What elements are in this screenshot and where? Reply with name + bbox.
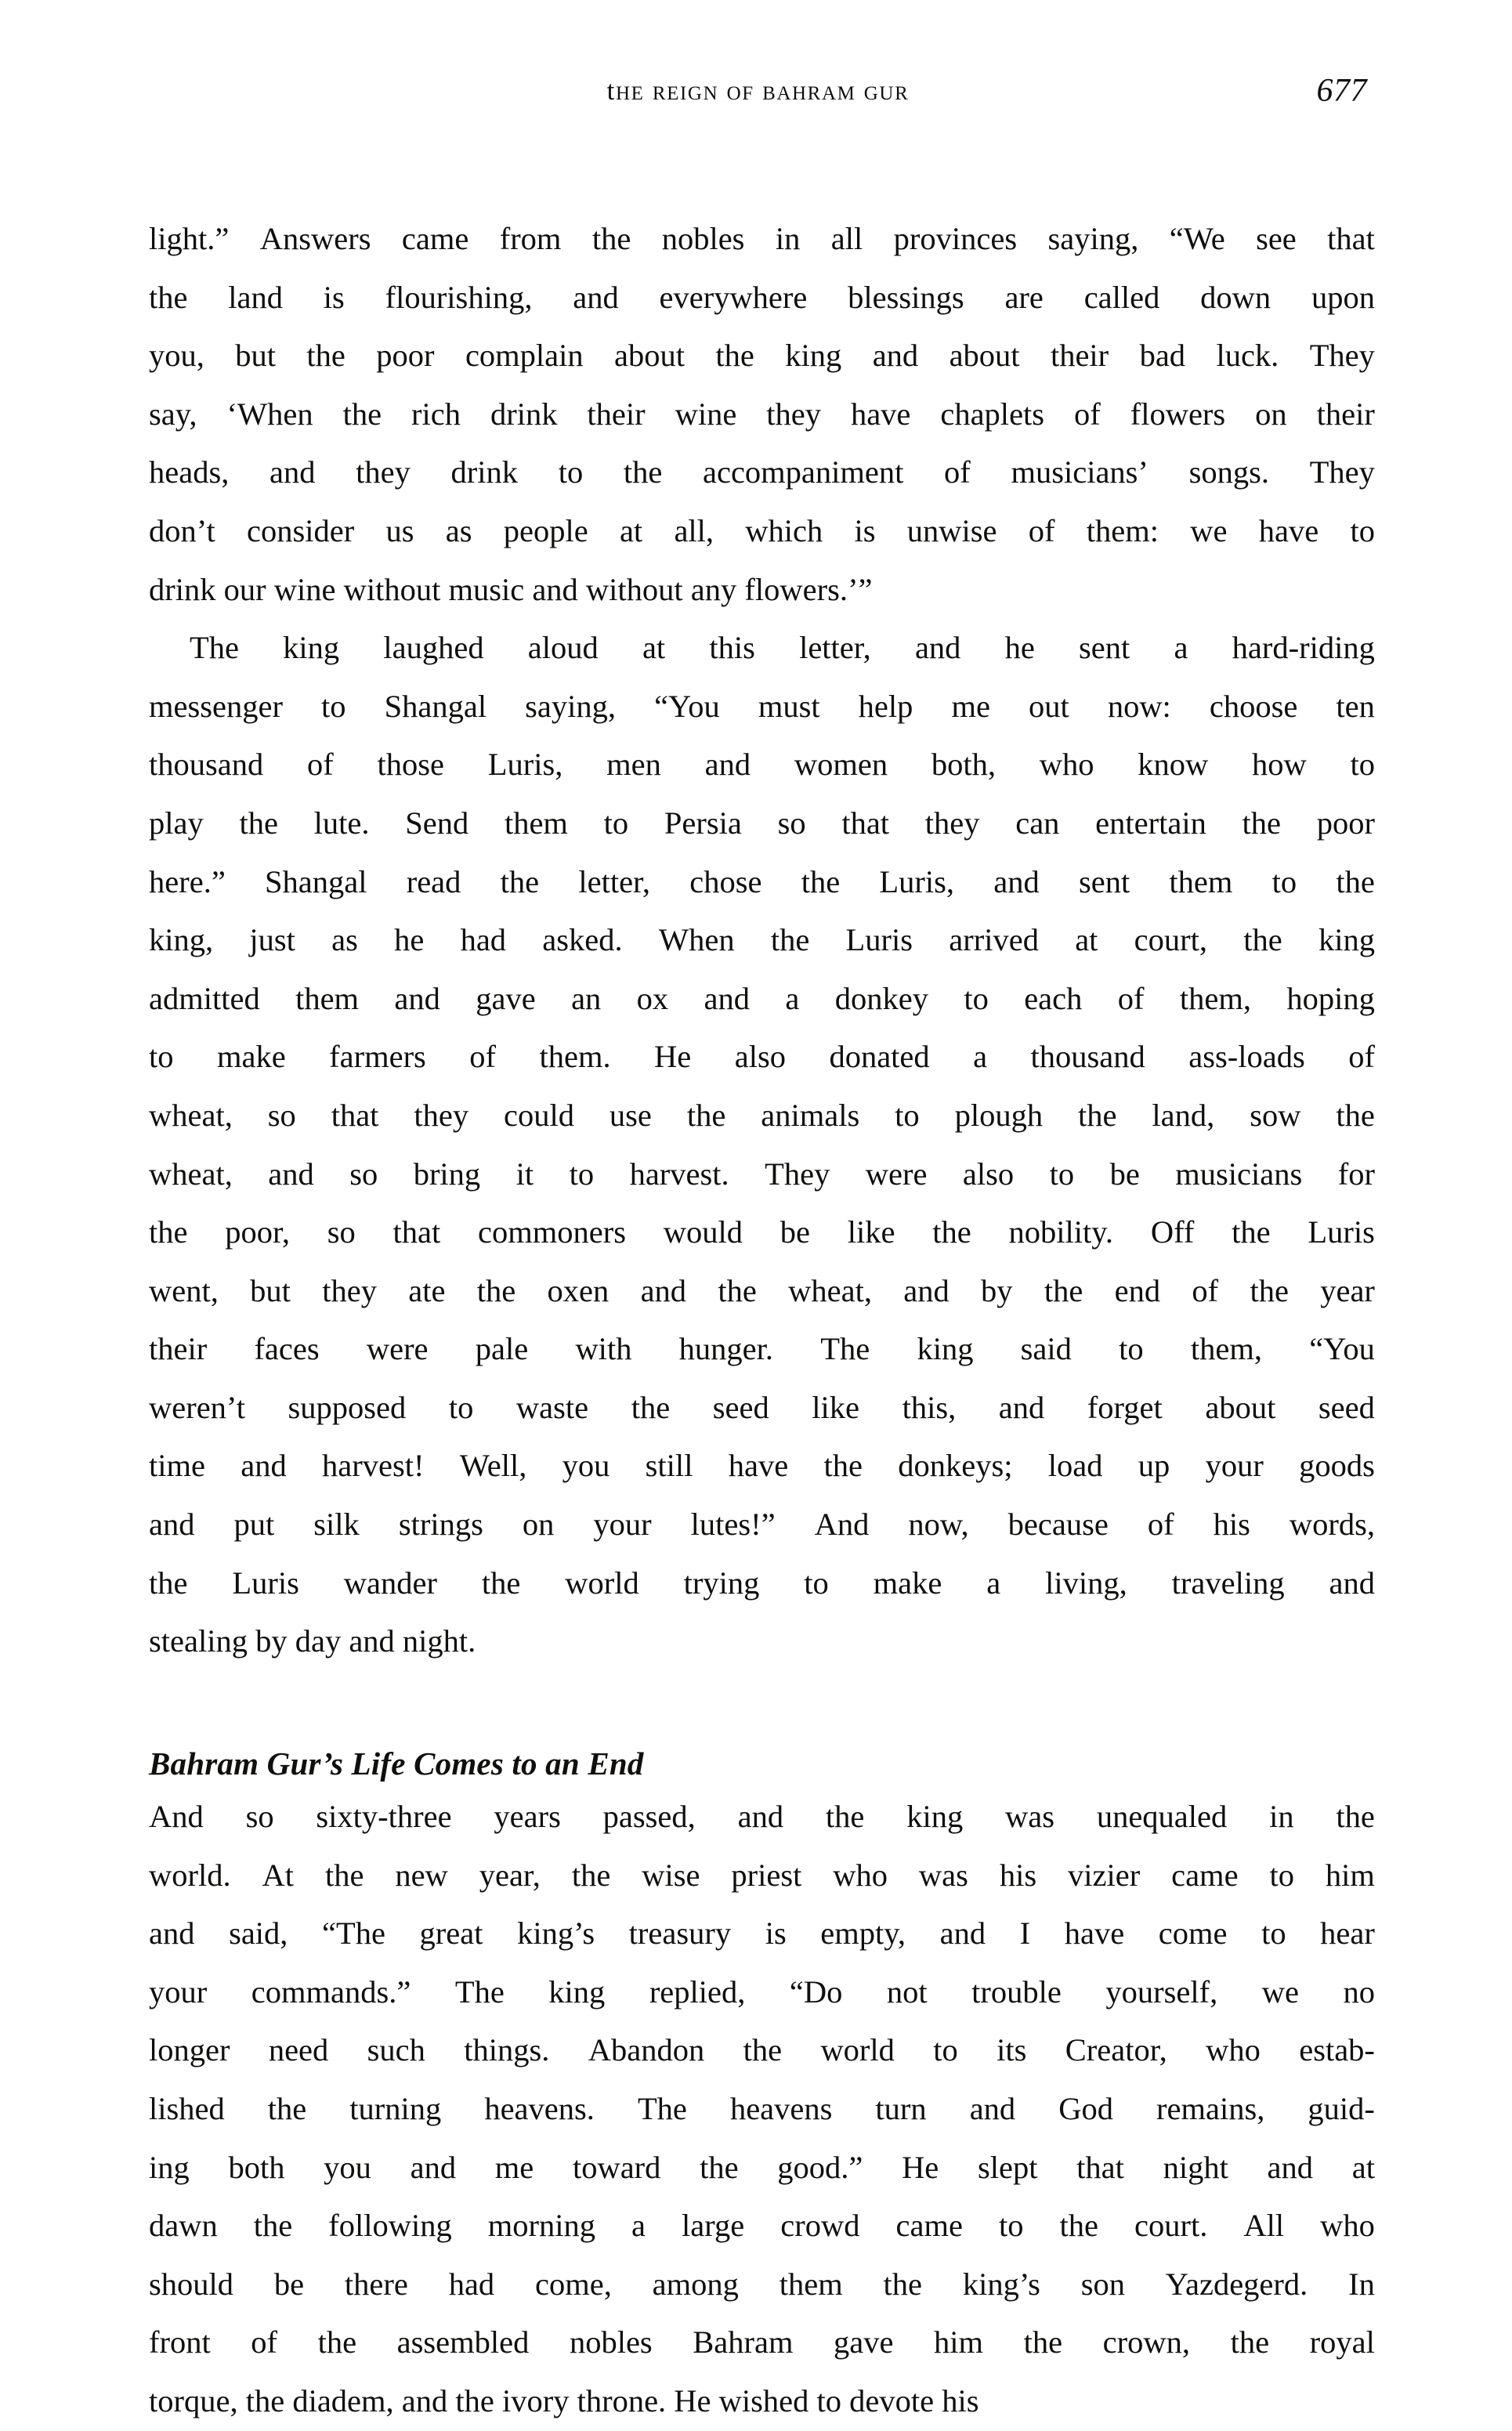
text-line: dawn the following morning a large crowd came to the court. All who	[149, 2208, 1375, 2244]
text-line: went, but they ate the oxen and the wheat, and by the end of the year	[149, 1272, 1375, 1308]
text-line: ing both you and me toward the good.” He slept that night and at	[149, 2149, 1375, 2185]
paragraph-nobles-answer	[149, 210, 1375, 619]
paragraph-spacer	[149, 1671, 1375, 1730]
text-line: your commands.” The king replied, “Do not trouble yourself, we no	[149, 1973, 1375, 2010]
paragraph-luris-sent-to-persia	[149, 619, 1375, 1671]
text-line: light.” Answers came from the nobles in all provinces saying, “We see that	[149, 221, 1375, 256]
text-line: drink our wine without music and without any flowers.’”	[149, 571, 873, 607]
text-line: And so sixty-three years passed, and the king was unequaled in the	[149, 1799, 1375, 1835]
running-header	[149, 75, 1367, 125]
text-line: longer need such things. Abandon the world to its Creator, who estab-	[149, 2032, 1375, 2068]
text-line: their faces were pale with hunger. The king said to them, “You	[149, 1331, 1375, 1367]
text-line: king, just as he had asked. When the Luris arrived at court, the king	[149, 922, 1375, 958]
text-line: messenger to Shangal saying, “You must help me out now: choose ten	[149, 688, 1375, 724]
text-line: should be there had come, among them the king’s son Yazdegerd. In	[149, 2266, 1375, 2302]
text-line: you, but the poor complain about the king and about their bad luck. They	[149, 338, 1375, 374]
text-line: admitted them and gave an ox and a donkey to each of them, hoping	[149, 980, 1375, 1016]
text-line: lished the turning heavens. The heavens turn and God remains, guid-	[149, 2091, 1375, 2126]
text-line: the poor, so that commoners would be like the nobility. Off the Luris	[149, 1214, 1375, 1250]
paragraph-bahram-gur-end	[149, 1788, 1375, 2431]
body-text-block	[149, 210, 1375, 2431]
text-line: wheat, so that they could use the animals to plough the land, sow the	[149, 1097, 1375, 1133]
text-line: to make farmers of them. He also donated a thousand ass-loads of	[149, 1039, 1375, 1075]
text-line: thousand of those Luris, men and women both, who know how to	[149, 747, 1375, 783]
text-line: front of the assembled nobles Bahram gave him the crown, the royal	[149, 2324, 1375, 2360]
text-line: heads, and they drink to the accompaniment of musicians’ songs. They	[149, 454, 1375, 490]
text-line: The king laughed aloud at this letter, and he sent a hard-riding	[190, 630, 1375, 666]
text-line: don’t consider us as people at all, which is unwise of them: we have to	[149, 512, 1375, 548]
text-line: torque, the diadem, and the ivory throne. He wished to devote his	[149, 2382, 979, 2418]
text-line: stealing by day and night.	[149, 1623, 476, 1659]
page-number: 677	[1316, 73, 1367, 109]
running-head-title: the reign of bahram gur	[606, 75, 910, 106]
text-line: weren’t supposed to waste the seed like this, and forget about seed	[149, 1389, 1375, 1425]
text-line: the Luris wander the world trying to make a living, traveling and	[149, 1565, 1375, 1601]
text-line: and put silk strings on your lutes!” And now, because of his words,	[149, 1507, 1375, 1543]
text-line: time and harvest! Well, you still have the donkeys; load up your goods	[149, 1448, 1375, 1484]
text-line: say, ‘When the rich drink their wine they have chaplets of flowers on their	[149, 396, 1375, 432]
text-line: play the lute. Send them to Persia so that they can entertain the poor	[149, 805, 1375, 841]
text-line: world. At the new year, the wise priest who was his vizier came to him	[149, 1857, 1375, 1893]
text-line: here.” Shangal read the letter, chose the Luris, and sent them to the	[149, 863, 1375, 899]
section-heading: Bahram Gur’s Life Comes to an End	[149, 1745, 644, 1782]
text-line: the land is flourishing, and everywhere blessings are called down upon	[149, 279, 1375, 315]
text-line: and said, “The great king’s treasury is empty, and I have come to hear	[149, 1915, 1375, 1952]
text-line: wheat, and so bring it to harvest. They were also to be musicians for	[149, 1156, 1375, 1192]
